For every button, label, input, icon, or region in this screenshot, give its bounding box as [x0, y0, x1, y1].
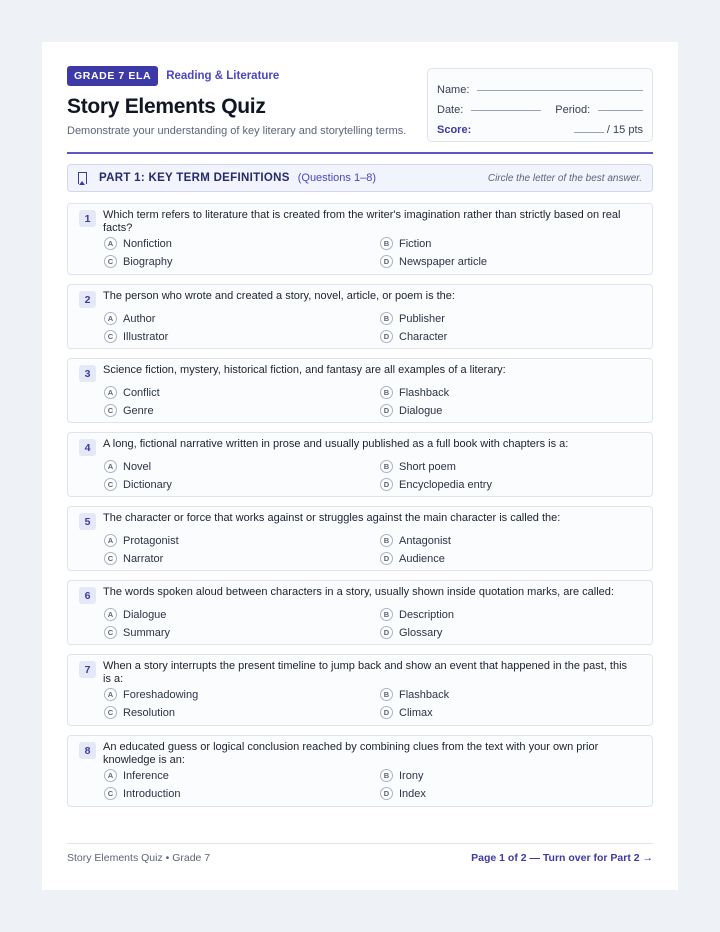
question-number: 8: [79, 742, 96, 759]
option-label: Inference: [123, 769, 169, 782]
option-letter[interactable]: C: [104, 404, 117, 417]
answer-option-a[interactable]: [104, 312, 155, 325]
option-label: Illustrator: [123, 330, 169, 343]
question-number: 2: [79, 291, 96, 308]
option-label: Novel: [123, 460, 152, 473]
question-card-8: [67, 735, 653, 807]
option-letter[interactable]: A: [104, 688, 117, 701]
page-subtitle: Demonstrate your understanding of key literary and storytelling terms.: [67, 125, 407, 137]
question-card-3: [67, 358, 653, 423]
option-label: Climax: [399, 706, 433, 719]
answer-option-a[interactable]: [104, 769, 169, 782]
question-text: The person who wrote and created a story, novel, article, or poem is the:: [103, 290, 455, 302]
subject-label: Reading & Literature: [166, 70, 280, 82]
question-number: 6: [79, 587, 96, 604]
option-letter[interactable]: C: [104, 787, 117, 800]
answer-option-b[interactable]: [380, 386, 449, 399]
score-field[interactable]: [574, 132, 604, 133]
footer-title: Story Elements Quiz • Grade 7: [67, 852, 211, 864]
answer-option-b[interactable]: [380, 608, 454, 621]
option-letter[interactable]: C: [104, 626, 117, 639]
answer-option-a[interactable]: [104, 608, 166, 621]
answer-option-d[interactable]: [380, 255, 487, 268]
option-letter[interactable]: A: [104, 460, 117, 473]
option-label: Glossary: [399, 626, 443, 639]
question-text: The character or force that works against or struggles against the main character is called the:: [103, 512, 561, 524]
score-label: Score:: [437, 124, 472, 136]
question-number: 5: [79, 513, 96, 530]
date-field[interactable]: [471, 110, 541, 111]
question-card-5: [67, 506, 653, 571]
worksheet-page: [42, 42, 678, 890]
option-letter[interactable]: A: [104, 312, 117, 325]
answer-option-b[interactable]: [380, 237, 431, 250]
question-text: An educated guess or logical conclusion reached by combining clues from the text with your own prior knowledge is an:: [103, 741, 599, 766]
answer-option-d[interactable]: [380, 706, 433, 719]
date-label: Date:: [437, 104, 464, 116]
option-letter[interactable]: D: [380, 787, 393, 800]
question-text: When a story interrupts the present timeline to jump back and show an event that happened in the past, this is a:: [103, 660, 628, 685]
option-letter[interactable]: B: [380, 460, 393, 473]
page-title: Story Elements Quiz: [67, 95, 266, 118]
question-number: 3: [79, 365, 96, 382]
option-label: Nonfiction: [123, 237, 172, 250]
option-label: Dialogue: [123, 608, 167, 621]
option-label: Antagonist: [399, 534, 451, 547]
name-label: Name:: [437, 84, 470, 96]
option-label: Protagonist: [123, 534, 179, 547]
option-letter[interactable]: B: [380, 688, 393, 701]
option-letter[interactable]: D: [380, 552, 393, 565]
option-letter[interactable]: C: [104, 330, 117, 343]
option-label: Flashback: [399, 688, 450, 701]
part-instruction: Circle the letter of the best answer.: [487, 172, 642, 184]
option-letter[interactable]: B: [380, 386, 393, 399]
question-card-4: [67, 432, 653, 497]
answer-option-a[interactable]: [104, 688, 198, 701]
option-label: Foreshadowing: [123, 688, 199, 701]
option-label: Biography: [123, 255, 173, 268]
question-card-6: [67, 580, 653, 645]
option-label: Short poem: [399, 460, 456, 473]
footer-page-indicator: Page 1 of 2 — Turn over for Part 2 →: [471, 852, 653, 864]
option-label: Introduction: [123, 787, 181, 800]
part-banner: [67, 164, 653, 192]
question-text: Science fiction, mystery, historical fiction, and fantasy are all examples of a literary:: [103, 364, 506, 376]
question-card-1: [67, 203, 653, 275]
option-label: Index: [399, 787, 426, 800]
answer-option-a[interactable]: [104, 237, 172, 250]
answer-option-c[interactable]: [104, 626, 170, 639]
answer-option-d[interactable]: [380, 478, 492, 491]
bookmark-icon: [78, 172, 87, 184]
grade-tag: GRADE 7 ELA: [67, 66, 158, 86]
answer-option-b[interactable]: [380, 769, 423, 782]
answer-option-b[interactable]: [380, 460, 456, 473]
option-label: Publisher: [399, 312, 445, 325]
answer-option-c[interactable]: [104, 706, 175, 719]
score-total: / 15 pts: [606, 124, 643, 136]
answer-option-d[interactable]: [380, 404, 442, 417]
option-label: Genre: [123, 404, 154, 417]
part-title: PART 1: KEY TERM DEFINITIONS: [99, 172, 290, 184]
option-letter[interactable]: A: [104, 769, 117, 782]
option-label: Flashback: [399, 386, 450, 399]
period-field[interactable]: [598, 110, 643, 111]
option-letter[interactable]: D: [380, 626, 393, 639]
answer-option-c[interactable]: [104, 330, 168, 343]
question-card-2: [67, 284, 653, 349]
answer-option-b[interactable]: [380, 688, 449, 701]
answer-option-d[interactable]: [380, 626, 442, 639]
option-letter[interactable]: C: [104, 255, 117, 268]
option-label: Newspaper article: [399, 255, 488, 268]
option-letter[interactable]: B: [380, 534, 393, 547]
question-card-7: [67, 654, 653, 726]
option-label: Conflict: [123, 386, 160, 399]
question-number: 1: [79, 210, 96, 227]
option-label: Encyclopedia entry: [399, 478, 492, 491]
option-letter[interactable]: A: [104, 534, 117, 547]
option-label: Character: [399, 330, 448, 343]
question-number: 4: [79, 439, 96, 456]
question-text: Which term refers to literature that is created from the writer's imagination rather than strictly based on real facts?: [103, 209, 621, 234]
option-label: Audience: [399, 552, 445, 565]
page-footer: [67, 843, 653, 864]
name-row: [437, 76, 643, 96]
answer-option-c[interactable]: [104, 478, 172, 491]
period-label: Period:: [555, 104, 591, 116]
option-label: Dialogue: [399, 404, 443, 417]
option-letter[interactable]: A: [104, 386, 117, 399]
option-letter[interactable]: B: [380, 312, 393, 325]
answer-option-c[interactable]: [104, 404, 154, 417]
answer-option-b[interactable]: [380, 534, 451, 547]
option-letter[interactable]: B: [380, 608, 393, 621]
question-text: The words spoken aloud between characters in a story, usually shown inside quotation marks, are called:: [103, 586, 614, 598]
option-letter[interactable]: C: [104, 552, 117, 565]
score-row: [437, 116, 643, 136]
answer-option-b[interactable]: [380, 312, 445, 325]
answer-option-a[interactable]: [104, 534, 179, 547]
option-letter[interactable]: C: [104, 706, 117, 719]
option-letter[interactable]: A: [104, 608, 117, 621]
option-label: Author: [123, 312, 156, 325]
answer-option-a[interactable]: [104, 460, 151, 473]
option-label: Summary: [123, 626, 171, 639]
question-text: A long, fictional narrative written in prose and usually published as a full book with chapters is a:: [103, 438, 569, 450]
option-letter[interactable]: D: [380, 706, 393, 719]
answer-option-d[interactable]: [380, 552, 445, 565]
option-letter[interactable]: A: [104, 237, 117, 250]
answer-option-c[interactable]: [104, 255, 173, 268]
part-range: (Questions 1–8): [297, 172, 376, 184]
option-label: Dictionary: [123, 478, 172, 491]
answer-option-d[interactable]: [380, 330, 447, 343]
option-letter[interactable]: D: [380, 330, 393, 343]
option-letter[interactable]: D: [380, 255, 393, 268]
answer-option-c[interactable]: [104, 552, 163, 565]
score-value: [574, 124, 643, 136]
student-info-box: [427, 68, 653, 142]
option-letter[interactable]: D: [380, 478, 393, 491]
worksheet-header: [67, 66, 653, 152]
option-letter[interactable]: D: [380, 404, 393, 417]
option-letter[interactable]: B: [380, 237, 393, 250]
header-divider: [67, 152, 653, 154]
name-field[interactable]: [477, 90, 643, 91]
date-period-row: [437, 96, 643, 116]
option-label: Resolution: [123, 706, 175, 719]
option-label: Fiction: [399, 237, 432, 250]
option-letter[interactable]: B: [380, 769, 393, 782]
answer-option-d[interactable]: [380, 787, 426, 800]
option-label: Irony: [399, 769, 424, 782]
option-label: Description: [399, 608, 455, 621]
option-letter[interactable]: C: [104, 478, 117, 491]
question-number: 7: [79, 661, 96, 678]
answer-option-c[interactable]: [104, 787, 180, 800]
option-label: Narrator: [123, 552, 164, 565]
answer-option-a[interactable]: [104, 386, 160, 399]
